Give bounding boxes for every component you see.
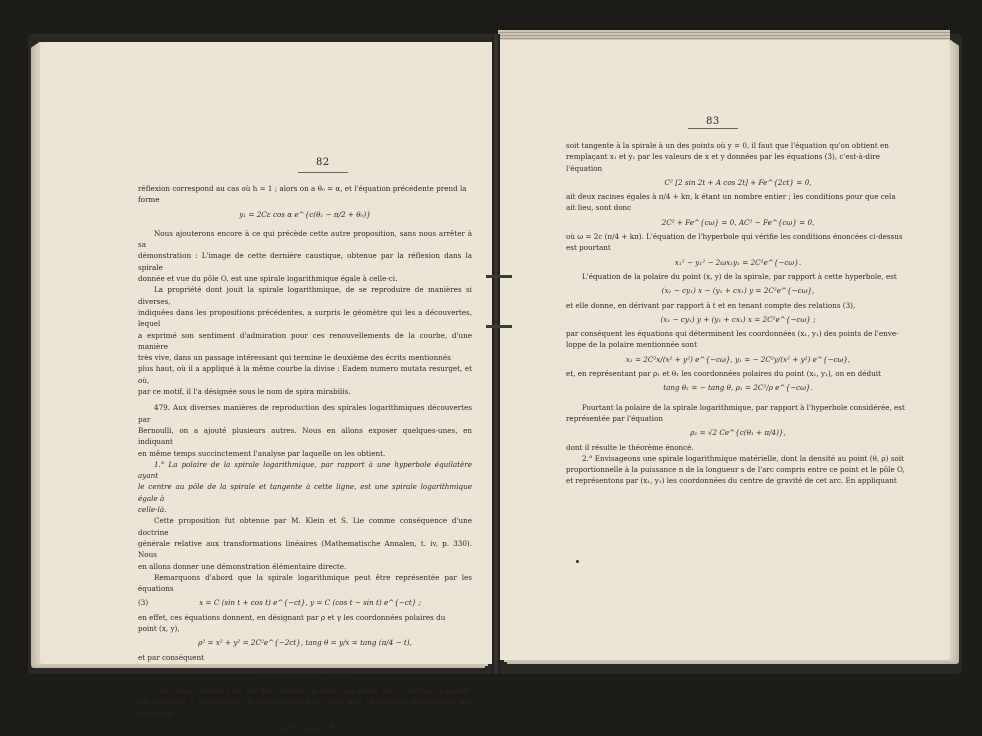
text-line: ait lieu, sont donc (566, 203, 632, 213)
ink-dot (576, 560, 579, 563)
text-line: soit tangente à la spirale à un des points où y = 0, il faut que l'équation qu'on obtient en (566, 141, 889, 150)
text-line: proportionnelle à la puissance n de la longueur s de l'arc compris entre ce point et le pôle O, (566, 465, 905, 475)
text-line: en allons donner une démonstration élémentaire directe. (138, 561, 347, 571)
equation: y₁ = 2Cε cos α e^{c(θ₁ − π/2 + θ₀)} (239, 209, 371, 219)
left-page-number: 82 (316, 157, 330, 168)
text-line: démonstration : L'image de cette dernière caustique, obtenue par la réflexion dans la spirale (138, 251, 472, 272)
text-line: dont il résulte le théorème énoncé. (566, 442, 694, 452)
text-line: réflexion correspond au cas où h = 1 ; alors on a θ₀ = α, et l'équation précédente prend la (138, 184, 467, 193)
equation: x₁² − y₁² − 2ωx₁y₁ = 2C²e^{−cω}. (674, 257, 802, 267)
text-line: Cette proposition fut obtenue par M. Klein et S. Lie comme conséquence d'une doctrine (138, 516, 472, 537)
text-line: L'équation de la polaire du point (x, y) de la spirale, par rapport à cette hyperbole, est (582, 271, 897, 281)
text-line: Cela posé, prenons pour axe des abscisses la droite qui passe par le point où la spirale (154, 686, 471, 696)
left-page-text (138, 183, 472, 736)
equation: ρ₁ = √2 Ce^{c(θ₁ + π/4)}, (690, 428, 786, 438)
text-line: en effet, ces équations donnent, en désignant par ρ et γ les coordonnées polaires du (138, 612, 446, 622)
text-line: est tangente à l'hyperbole, et remarquons que, pour que l'hyperbole représentée par l'équation (138, 697, 472, 718)
equation: (x₁ − cy₁) y + (y₁ + cx₁) x = 2C²e^{−cω} ; (660, 314, 816, 324)
text-line: et représentons par (x₁, y₁) les coordonnées du centre de gravité de cet arc. En appliquant (566, 476, 897, 486)
text-line: par conséquent les équations qui déterminent les coordonnées (x₁, y₁) des points de l'enve- (566, 329, 899, 339)
text-line: très vive, dans un passage intéressant qui termine le deuxième des écrits mentionnés (138, 353, 451, 363)
text-line: 1.° La polaire de la spirale logarithmique, par rapport à une hyperbole équilatère ayant (138, 459, 472, 481)
text-line: générale relative aux transformations linéaires (Mathematische Annalen, t. iv, p. 330). Nous (138, 538, 472, 560)
equation: x₁ = 2C²x/(x² + y²) e^{−cω}, y₁ = − 2C²y/(x² + y²) e^{−cω}, (625, 354, 851, 364)
text-line: le centre au pôle de la spirale et tangente à cette ligne, est une spirale logarithmique égale à (138, 482, 472, 503)
text-line: donnée et vue du pôle O, est une spirale logarithmique égale à celle-ci. (138, 274, 398, 284)
right-page-number: 83 (706, 116, 720, 127)
page-marker (486, 325, 512, 328)
equation: x₁² − y₁² + Ax₁y₁ + F = 0 (259, 723, 351, 733)
equation: 2C² + Fe^{cω} = 0, AC² − Fe^{cω} = 0, (661, 217, 815, 227)
text-line: et elle donne, en dérivant par rapport à t et en tenant compte des relations (3), (566, 300, 856, 310)
text-line: remplaçant x₁ et y₁ par les valeurs de x et y données par les équations (3), c'est-à-dire (566, 152, 880, 162)
text-line: par ce motif, il l'a désignée sous le nom de spira mirabilis. (138, 387, 351, 397)
text-line: Remarquons d'abord que la spirale logarithmique peut être représentée par les équations (138, 572, 472, 594)
text-line: Nous ajouterons encore à ce qui précède cette autre proposition, sans nous arrêter à sa (138, 228, 472, 250)
equation: ρ² = x² + y² = 2C²e^{−2ct}, tang θ = y/x = tang (π/4 − t), (198, 638, 412, 648)
text-line: loppe de la polaire mentionnée sont (566, 340, 697, 350)
equation: C² [2 sin 2t + A cos 2t] + Fe^{2ct} = 0, (664, 177, 812, 187)
equation: tang θ₁ = − tang θ, ρ₁ = 2C²/ρ e^{−cω}. (663, 383, 813, 393)
text-line: La propriété dont jouit la spirale logarithmique, de se reproduire de manières si diverses, (138, 285, 472, 306)
text-line: et par conséquent (138, 652, 204, 662)
text-line: a exprimé son sentiment d'admiration pour ces renouvellements de la courbe, d'une manière (138, 330, 472, 351)
equation-number: (3) (138, 598, 149, 608)
equation: ρ = √2 Ce^{c(θ − π/4)}. (260, 666, 350, 676)
text-line: l'équation (566, 163, 603, 173)
text-line: en même temps succinctement l'analyse par laquelle on les obtient. (138, 448, 386, 458)
equation: x = C (sin t + cos t) e^{−ct}, y = C (cos t − sin t) e^{−ct} ; (199, 598, 422, 608)
left-header-rule (298, 172, 348, 173)
text-line: est pourtant (566, 243, 611, 253)
right-header-rule (688, 128, 738, 129)
text-line: Pourtant la polaire de la spirale logarithmique, par rapport à l'hyperbole considérée, est (582, 402, 905, 412)
text-line: celle-là. (138, 505, 167, 515)
text-line: forme (138, 195, 160, 205)
text-line: ait deux racines égales à π/4 + kπ, k étant un nombre entier ; les conditions pour que cela (566, 192, 896, 202)
text-line: indiquées dans les propositions précédentes, a surpris le géomètre qui les a découvertes, lequel (138, 307, 472, 329)
left-page (40, 42, 494, 733)
text-line: 479. Aux diverses manières de reproduction des spirales logarithmiques découvertes par (138, 403, 472, 424)
right-page-text (566, 140, 910, 487)
right-page (498, 40, 950, 660)
page-marker (486, 275, 512, 278)
text-line: plus haut, où il a appliqué à la même courbe la divise : Eadem numero mutata resurget, et où, (138, 364, 472, 385)
book-gutter (492, 34, 500, 674)
text-line: Bernoulli, on a ajouté plusieurs autres. Nous en allons exposer quelques-unes, en indiquant (138, 425, 472, 447)
text-line: représentée par l'équation (566, 413, 664, 423)
text-line: 2.° Envisageons une spirale logarithmique matérielle, dont la densité au point (θ, ρ) soit (582, 453, 904, 463)
text-line: point (x, y), (138, 623, 180, 633)
text-line: où ω = 2c (π/4 + kπ). L'équation de l'hyperbole qui vérifie les conditions énoncées ci-dessus (566, 232, 903, 242)
equation: (x₁ − cy₁) x − (y₁ + cx₁) y = 2C²e^{−cω}, (661, 286, 815, 296)
text-line: et, en représentant par ρ₁ et θ₁ les coordonnées polaires du point (x₁, y₁), on en déduit (566, 369, 881, 379)
